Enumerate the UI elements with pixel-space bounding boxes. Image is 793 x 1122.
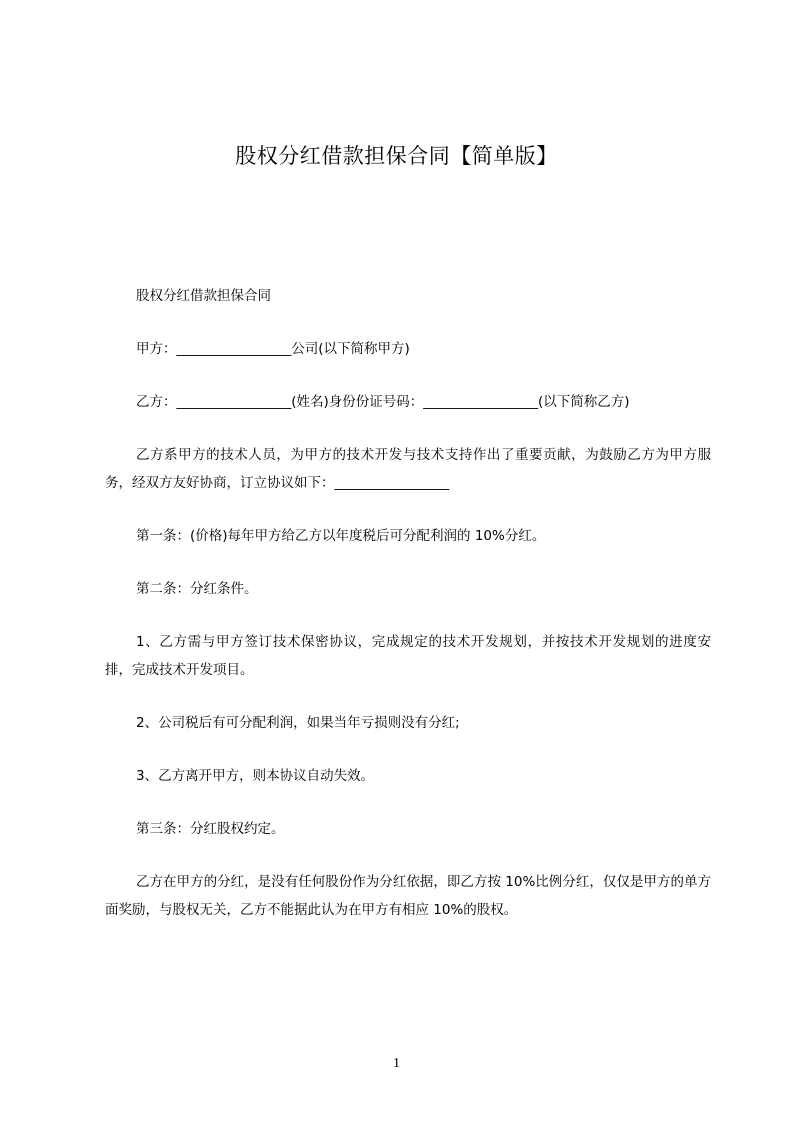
paragraph-preamble: 乙方系甲方的技术人员，为甲方的技术开发与技术支持作出了重要贡献，为鼓励乙方为甲方服务，经双方友好协商，订立协议如下：_________________ [105,447,711,491]
paragraph-equity-agreement: 乙方在甲方的分红，是没有任何股份作为分红依据，即乙方按 10%比例分红，仅仅是甲方的单方面奖励，与股权无关，乙方不能据此认为在甲方有相应 10%的股权。 [105,874,711,918]
paragraph-party-b: 乙方：_________________(姓名)身份份证号码：_________________(以下简称乙方) [136,394,630,410]
paragraph-condition-2: 2、公司税后有可分配利润，如果当年亏损则没有分红; [136,715,460,731]
paragraph-condition-3: 3、乙方离开甲方，则本协议自动失效。 [136,768,375,784]
page-number: 1 [393,1056,400,1071]
paragraph-article-3: 第三条：分红股权约定。 [136,821,285,837]
paragraph-party-a: 甲方：_________________公司(以下简称甲方) [136,341,410,357]
document-body [105,282,711,949]
paragraph-contract-name: 股权分红借款担保合同 [136,288,271,304]
paragraph-condition-1: 1、乙方需与甲方签订技术保密协议，完成规定的技术开发规划，并按技术开发规划的进度安排，完成技术开发项目。 [105,634,711,678]
paragraph-article-1: 第一条：(价格)每年甲方给乙方以年度税后可分配利润的 10%分红。 [136,528,546,544]
document-title: 股权分红借款担保合同【简单版】 [235,144,558,168]
paragraph-article-2: 第二条：分红条件。 [136,581,258,597]
